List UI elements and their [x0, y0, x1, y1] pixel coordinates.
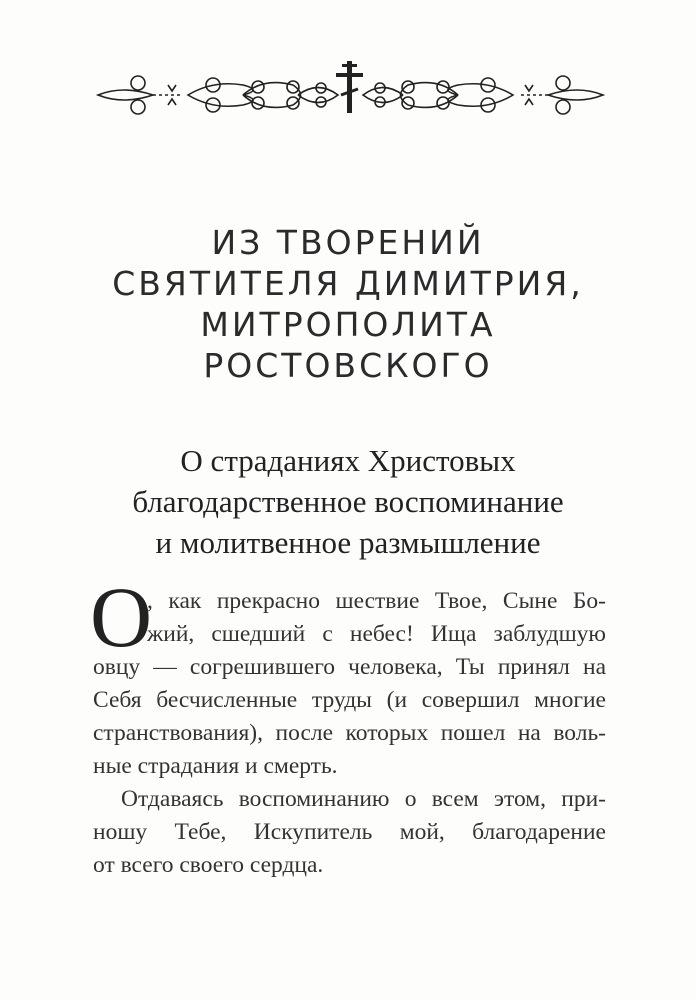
heading-line: СВЯТИТЕЛЯ ДИМИТРИЯ, [112, 264, 584, 303]
page-heading [0, 222, 696, 386]
text-line: овцу — согрешившего человека, Ты принял на [93, 654, 606, 680]
text-line: от всего своего сердца. [93, 852, 324, 878]
subtitle-line: благодарственное воспоминание [132, 484, 564, 519]
heading-line: МИТРОПОЛИТА [200, 305, 496, 344]
drop-cap: О [90, 569, 153, 665]
text-line: , как прекрасно шествие Твое, Сыне Бо- [147, 588, 606, 614]
body-text [90, 569, 606, 882]
text-line: жий, сшедший с небес! Ища заблудшую [147, 621, 606, 647]
text-line: ношу Тебе, Искупитель мой, благодарение [93, 819, 606, 845]
paragraph-2 [93, 783, 606, 882]
paragraph-1 [90, 569, 606, 783]
text-line: Отдаваясь воспоминанию о всем этом, при- [121, 786, 606, 812]
subtitle-line: и молитвенное размышление [155, 525, 541, 560]
text-line: странствования), после которых пошел на воль- [93, 720, 606, 746]
text-line: Себя бесчисленные труды (и совершил многие [93, 687, 606, 713]
text-line: ные страдания и смерть. [93, 753, 338, 779]
decorative-ornament-header [93, 55, 608, 117]
heading-line: РОСТОВСКОГО [203, 346, 493, 385]
section-subtitle [0, 440, 696, 563]
subtitle-line: О страданиях Христовых [180, 443, 516, 478]
heading-line: ИЗ ТВОРЕНИЙ [211, 223, 485, 262]
orthodox-cross-icon [336, 61, 363, 113]
